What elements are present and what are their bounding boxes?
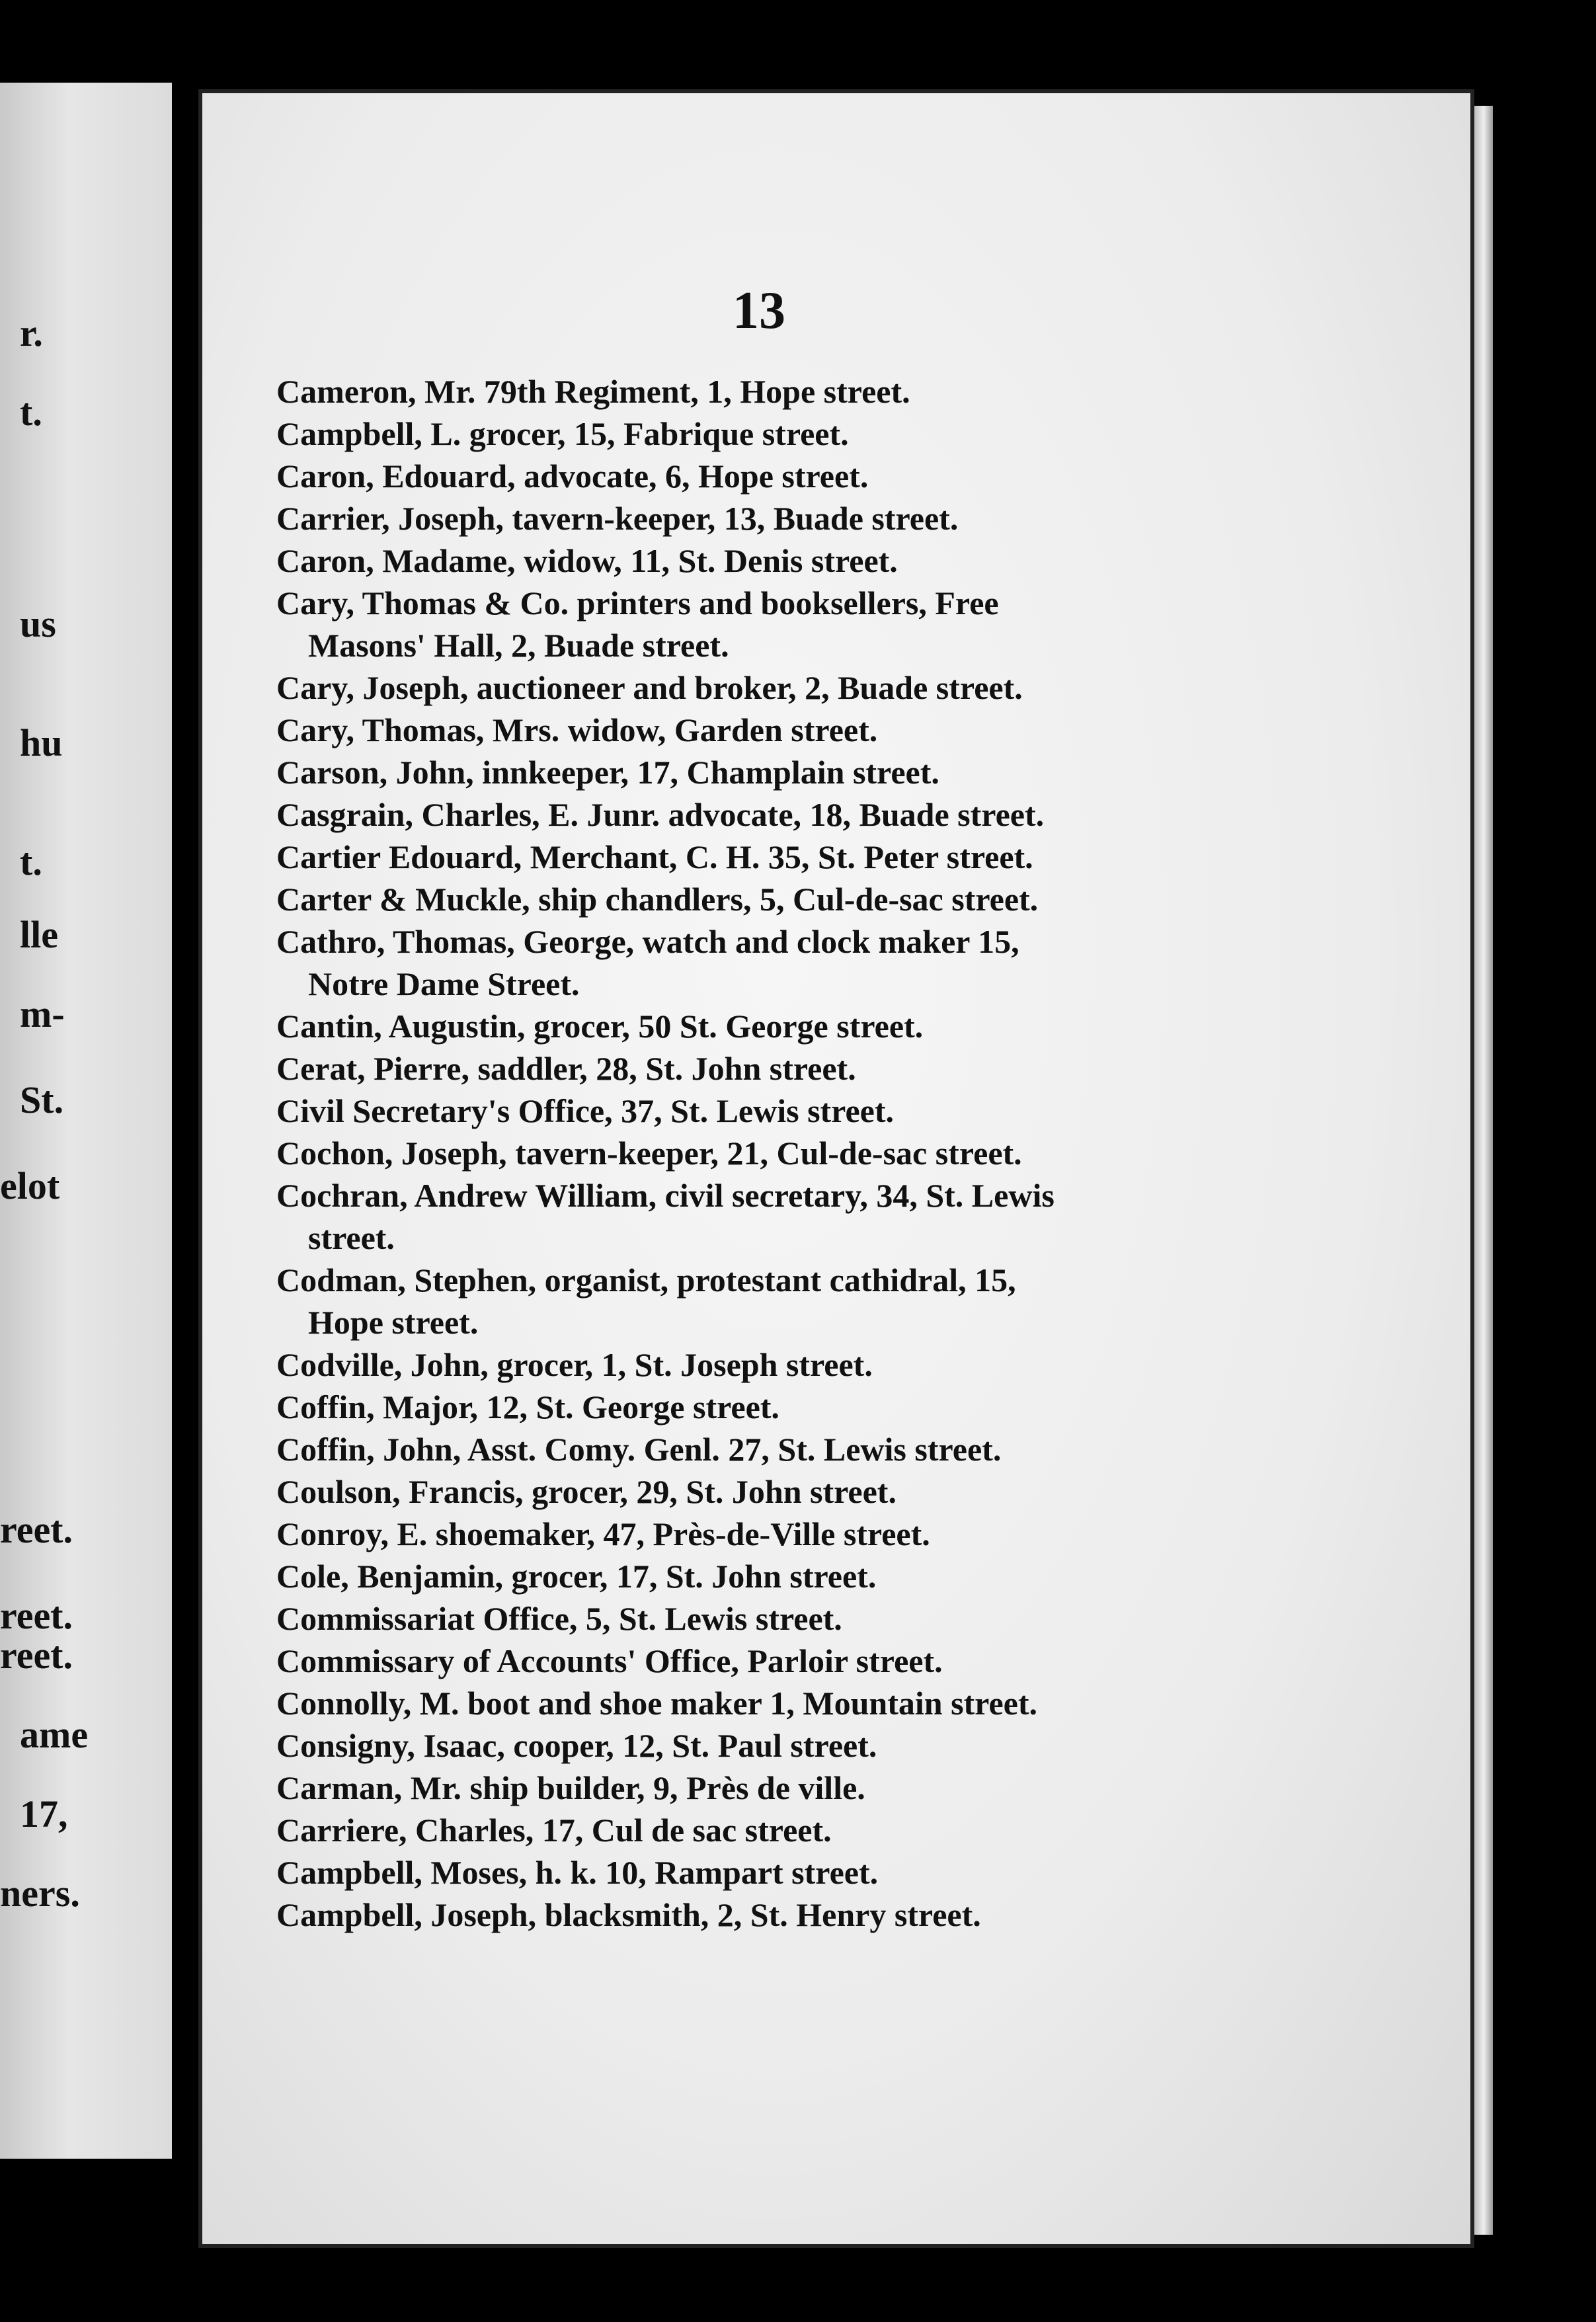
adjacent-page-fragment: St. — [20, 1078, 64, 1121]
adjacent-page-fragment: r. — [20, 311, 43, 354]
directory-entry — [276, 878, 1295, 920]
directory-entry — [276, 413, 1295, 455]
entry-text: Connolly, M. boot and shoe maker 1, Mountain street. — [276, 1685, 1038, 1722]
directory-entry — [276, 1809, 1295, 1851]
entry-text: Codville, John, grocer, 1, St. Joseph street. — [276, 1346, 873, 1383]
directory-entry — [276, 836, 1295, 878]
page-edge — [1474, 106, 1493, 2235]
entry-text: Cary, Thomas & Co. printers and booksellers, Free — [276, 584, 999, 621]
entry-text: Cantin, Augustin, grocer, 50 St. George street. — [276, 1008, 924, 1045]
directory-entry — [276, 370, 1295, 413]
directory-entry — [276, 1005, 1295, 1047]
directory-entry — [276, 1174, 1295, 1259]
entry-text: Cochran, Andrew William, civil secretary, 34, St. Lewis — [276, 1177, 1055, 1214]
entry-text: Conroy, E. shoemaker, 47, Près-de-Ville street. — [276, 1515, 930, 1552]
directory-entry — [276, 1767, 1295, 1809]
directory-entry — [276, 1343, 1295, 1386]
directory-entry — [276, 1470, 1295, 1513]
entry-continuation: Hope street. — [308, 1304, 479, 1341]
directory-entry — [276, 1386, 1295, 1428]
page-number: 13 — [733, 282, 785, 340]
directory-entry — [276, 1090, 1295, 1132]
entry-continuation: Notre Dame Street. — [308, 965, 580, 1002]
entry-text: Commissariat Office, 5, St. Lewis street. — [276, 1600, 842, 1637]
directory-entry — [276, 582, 1295, 666]
entry-text: Campbell, L. grocer, 15, Fabrique street. — [276, 415, 849, 452]
directory-entry — [276, 1428, 1295, 1470]
directory-entry-list — [276, 370, 1295, 1936]
adjacent-page-fragment: reet. — [0, 1594, 73, 1637]
entry-text: Campbell, Moses, h. k. 10, Rampart street. — [276, 1854, 879, 1891]
adjacent-page-fragment: 17, — [20, 1792, 68, 1835]
directory-entry — [276, 709, 1295, 751]
directory-entry — [276, 1640, 1295, 1682]
entry-text: Casgrain, Charles, E. Junr. advocate, 18, Buade street. — [276, 796, 1045, 833]
adjacent-page-fragment: ners. — [0, 1872, 80, 1915]
adjacent-page-fragment: reet. — [0, 1634, 73, 1677]
directory-entry — [276, 497, 1295, 540]
entry-text: Cathro, Thomas, George, watch and clock maker 15, — [276, 923, 1019, 960]
directory-entry — [276, 1851, 1295, 1894]
adjacent-page-fragment: elot — [0, 1164, 60, 1207]
adjacent-page-fragment: t. — [20, 391, 42, 434]
adjacent-page-fragment: hu — [20, 721, 63, 764]
directory-entry — [276, 1724, 1295, 1767]
directory-entry — [276, 455, 1295, 497]
directory-entry — [276, 1682, 1295, 1724]
entry-text: Coulson, Francis, grocer, 29, St. John street. — [276, 1473, 897, 1510]
adjacent-page-fragment: lle — [20, 913, 58, 956]
entry-continuation: street. — [308, 1219, 395, 1256]
entry-text: Coffin, John, Asst. Comy. Genl. 27, St. Lewis street. — [276, 1431, 1002, 1468]
entry-text: Campbell, Joseph, blacksmith, 2, St. Henry street. — [276, 1896, 981, 1933]
adjacent-page-fragment: t. — [20, 840, 42, 883]
entry-text: Coffin, Major, 12, St. George street. — [276, 1388, 779, 1425]
directory-entry — [276, 920, 1295, 1005]
entry-text: Cole, Benjamin, grocer, 17, St. John street. — [276, 1558, 877, 1595]
entry-text: Caron, Madame, widow, 11, St. Denis street. — [276, 542, 898, 579]
entry-text: Consigny, Isaac, cooper, 12, St. Paul street. — [276, 1727, 877, 1764]
entry-text: Civil Secretary's Office, 37, St. Lewis street. — [276, 1092, 895, 1129]
entry-text: Carter & Muckle, ship chandlers, 5, Cul-de-sac street. — [276, 881, 1039, 918]
directory-entry — [276, 793, 1295, 836]
directory-entry — [276, 540, 1295, 582]
entry-text: Cary, Thomas, Mrs. widow, Garden street. — [276, 711, 878, 748]
directory-entry — [276, 751, 1295, 793]
directory-entry — [276, 1513, 1295, 1555]
entry-text: Cameron, Mr. 79th Regiment, 1, Hope street. — [276, 373, 910, 410]
directory-entry — [276, 1132, 1295, 1174]
entry-text: Cerat, Pierre, saddler, 28, St. John street. — [276, 1050, 856, 1087]
entry-text: Carson, John, innkeeper, 17, Champlain street. — [276, 754, 939, 791]
entry-text: Carman, Mr. ship builder, 9, Près de ville. — [276, 1769, 865, 1806]
adjacent-page-fragment: ame — [20, 1713, 89, 1756]
directory-entry — [276, 1555, 1295, 1597]
directory-entry — [276, 1047, 1295, 1090]
entry-text: Caron, Edouard, advocate, 6, Hope street. — [276, 458, 869, 495]
adjacent-page-fragment: m- — [20, 992, 65, 1035]
entry-text: Commissary of Accounts' Office, Parloir street. — [276, 1642, 943, 1679]
directory-entry — [276, 666, 1295, 709]
directory-entry — [276, 1894, 1295, 1936]
directory-entry — [276, 1597, 1295, 1640]
entry-text: Carrier, Joseph, tavern-keeper, 13, Buade street. — [276, 500, 959, 537]
entry-continuation: Masons' Hall, 2, Buade street. — [308, 627, 729, 664]
entry-text: Cochon, Joseph, tavern-keeper, 21, Cul-de-sac street. — [276, 1135, 1022, 1172]
adjacent-page-strip — [0, 83, 172, 2159]
entry-text: Codman, Stephen, organist, protestant cathidral, 15, — [276, 1261, 1016, 1299]
directory-entry — [276, 1259, 1295, 1343]
adjacent-page-fragment: us — [20, 602, 56, 645]
entry-text: Carriere, Charles, 17, Cul de sac street. — [276, 1812, 832, 1849]
entry-text: Cartier Edouard, Merchant, C. H. 35, St. Peter street. — [276, 838, 1033, 875]
entry-text: Cary, Joseph, auctioneer and broker, 2, Buade street. — [276, 669, 1023, 706]
adjacent-page-fragment: reet. — [0, 1508, 73, 1551]
